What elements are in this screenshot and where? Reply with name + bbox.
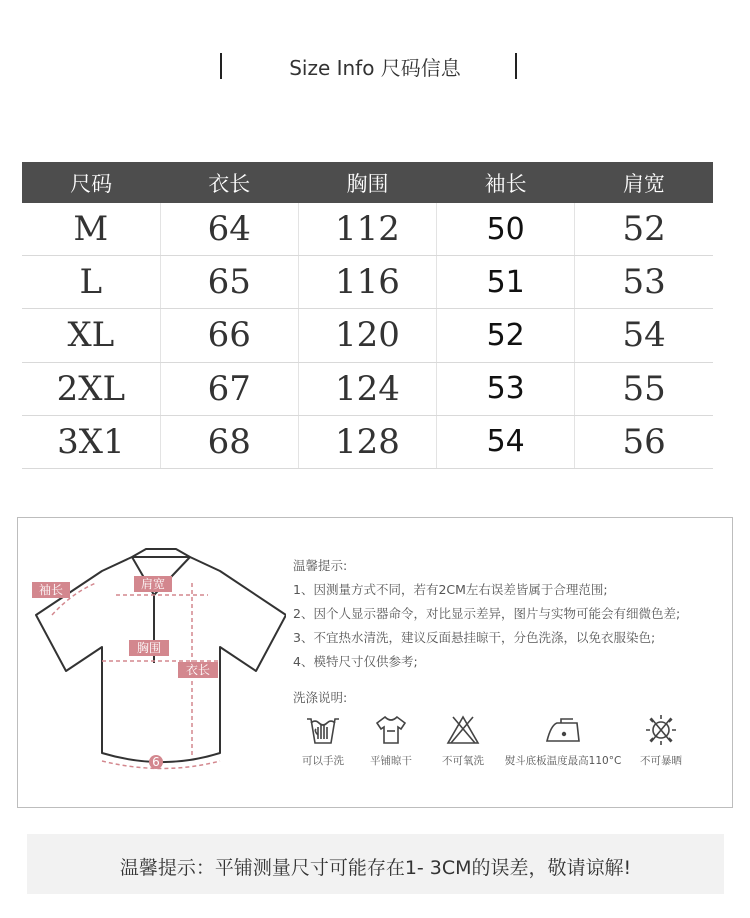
care-item-no-sun — [628, 713, 694, 768]
shoulder-tag-label: 肩宽 — [140, 577, 166, 591]
wash-title: 洗涤说明: — [293, 690, 348, 705]
iron-icon — [543, 713, 583, 747]
tip-item: 3、不宜热水清洗，建议反面悬挂晾干，分色洗涤，以免衣服染色; — [293, 630, 656, 645]
chest-tag-label: 胸围 — [136, 641, 162, 655]
footer-notice — [27, 834, 724, 894]
cell-chest: 128 — [298, 415, 436, 468]
cell-length: 68 — [160, 415, 298, 468]
cell-size: XL — [22, 309, 160, 362]
table-header-row — [22, 162, 713, 203]
page-title: Size Info 尺码信息 — [289, 56, 461, 80]
column-header-length: 衣长 — [160, 162, 298, 203]
tip-item: 1、因测量方式不同，若有2CM左右误差皆属于合理范围; — [293, 582, 608, 597]
column-header-shoulder: 肩宽 — [575, 162, 713, 203]
column-header-size: 尺码 — [22, 162, 160, 203]
size-table — [22, 162, 713, 469]
care-item-no-bleach — [428, 713, 498, 768]
cell-shoulder: 55 — [575, 362, 713, 415]
cell-shoulder: 52 — [575, 203, 713, 256]
chest-tag — [129, 640, 169, 656]
cell-sleeve: 51 — [437, 256, 575, 309]
cell-sleeve: 54 — [437, 415, 575, 468]
table-row — [22, 256, 713, 309]
no-sun-icon — [643, 713, 679, 747]
table-row — [22, 415, 713, 468]
care-label: 不可氧洗 — [442, 755, 484, 767]
cell-chest: 116 — [298, 256, 436, 309]
care-label: 平铺晾干 — [370, 755, 412, 767]
care-label: 熨斗底板温度最高110°C — [504, 755, 622, 767]
cell-sleeve: 50 — [437, 203, 575, 256]
footer-note: 温馨提示：平铺测量尺寸可能存在1- 3CM的误差，敬请谅解! — [119, 857, 632, 879]
care-label: 不可暴晒 — [640, 755, 682, 767]
cell-shoulder: 54 — [575, 309, 713, 362]
shoulder-tag — [134, 576, 172, 592]
tips-title: 温馨提示: — [293, 558, 348, 573]
cell-length: 67 — [160, 362, 298, 415]
tip-item: 4、模特尺寸仅供参考; — [293, 654, 418, 669]
cell-chest: 120 — [298, 309, 436, 362]
length-tag — [178, 662, 218, 678]
no-bleach-icon — [445, 713, 481, 747]
hem-marker-label: 6 — [152, 755, 160, 769]
measurement-info-box — [17, 517, 733, 808]
cell-length: 65 — [160, 256, 298, 309]
cell-shoulder: 56 — [575, 415, 713, 468]
table-row — [22, 309, 713, 362]
cell-size: 3X1 — [22, 415, 160, 468]
cell-size: 2XL — [22, 362, 160, 415]
sleeve-tag-label: 袖长 — [38, 583, 64, 597]
care-item-dry-flat — [356, 713, 426, 768]
hem-marker — [149, 755, 163, 769]
length-tag-label: 衣长 — [185, 663, 211, 677]
dry-flat-icon — [373, 713, 409, 747]
table-row — [22, 203, 713, 256]
cell-chest: 112 — [298, 203, 436, 256]
column-header-chest: 胸围 — [298, 162, 436, 203]
cell-length: 64 — [160, 203, 298, 256]
tips-section — [293, 556, 733, 676]
table-row — [22, 362, 713, 415]
care-label: 可以手洗 — [302, 755, 344, 767]
size-info-header — [0, 40, 750, 90]
care-item-hand-wash — [288, 713, 358, 768]
shirt-measurement-diagram — [32, 543, 286, 788]
cell-chest: 124 — [298, 362, 436, 415]
cell-size: M — [22, 203, 160, 256]
cell-length: 66 — [160, 309, 298, 362]
sleeve-tag — [32, 582, 70, 598]
cell-sleeve: 53 — [437, 362, 575, 415]
cell-size: L — [22, 256, 160, 309]
care-item-iron — [498, 713, 628, 768]
hand-wash-icon — [305, 713, 341, 747]
header-divider-right — [515, 53, 517, 79]
cell-shoulder: 53 — [575, 256, 713, 309]
cell-sleeve: 52 — [437, 309, 575, 362]
tip-item: 2、因个人显示器命令，对比显示差异，图片与实物可能会有细微色差; — [293, 606, 681, 621]
column-header-sleeve: 袖长 — [437, 162, 575, 203]
